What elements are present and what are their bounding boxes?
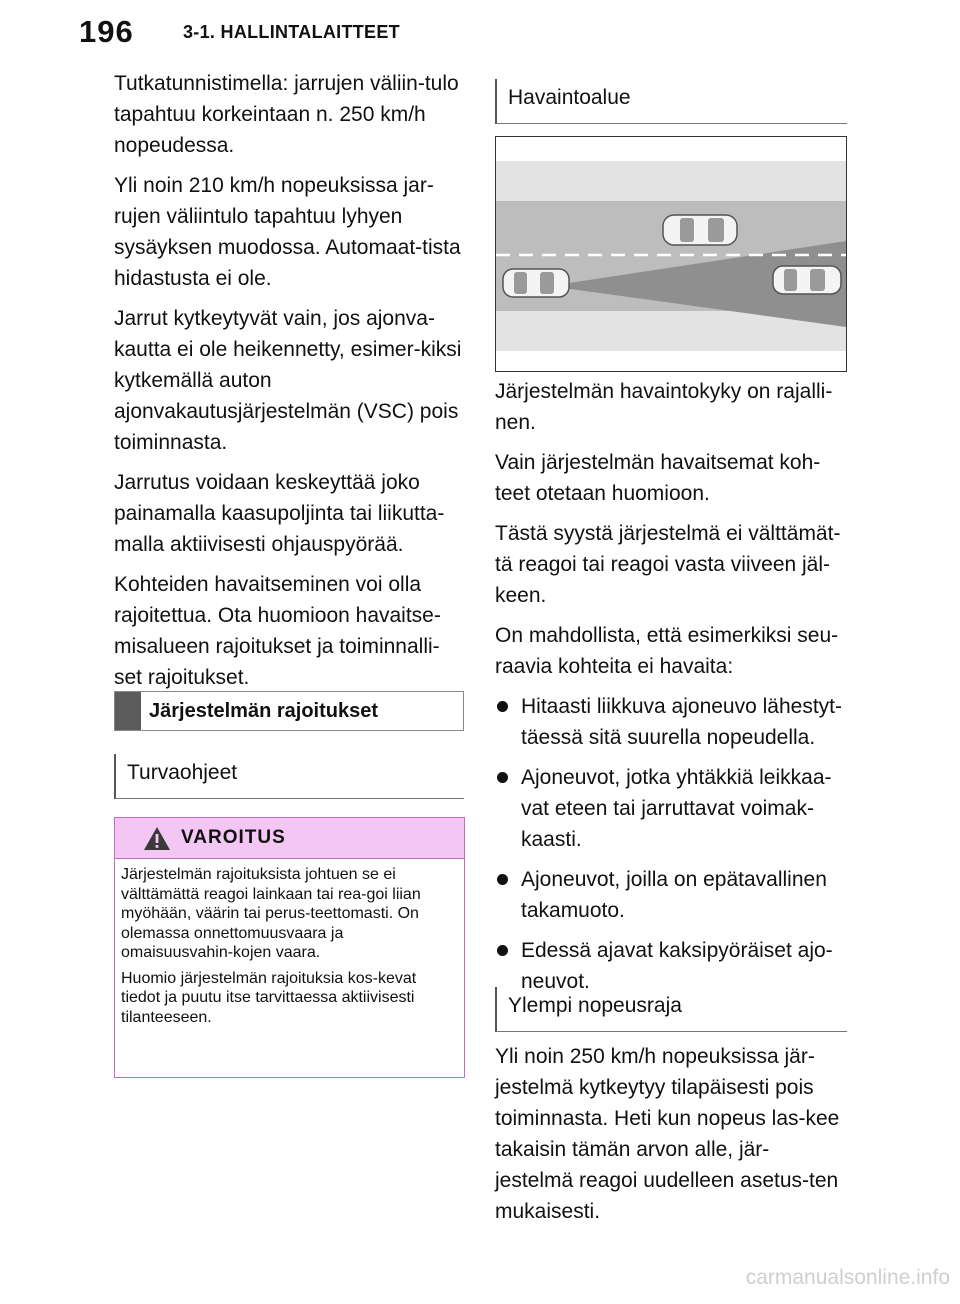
paragraph: Vain järjestelmän havaitsemat koh-teet otetaan huomioon. [495,451,821,505]
paragraph: Jarrut kytkeytyvät vain, jos ajonva-kautta ei ole heikennetty, esimer-kiksi kytkemällä auton ajonvakautusjärjestelmän (VSC) pois toiminnasta. [114,307,462,454]
warning-triangle-icon [143,826,171,851]
paragraph: Jarrutus voidaan keskeyttää joko painamalla kaasupoljinta tai liikutta-malla aktiivisesti ohjauspyörää. [114,471,445,556]
detection-subheading-text: Havaintoalue [508,86,631,109]
detection-subheading [495,79,847,124]
watermark: carmanualsonline.info [745,1266,950,1289]
right-column [495,376,847,1006]
warning-title: VAROITUS [181,827,286,848]
page-header [0,0,960,72]
limits-heading [114,691,464,731]
warning-paragraph: Järjestelmän rajoituksista johtuen se ei välttämättä reagoi lainkaan tai rea-goi liian myöhään, väärin tai perus-teettomasti. On olemassa onnettomuusvaara ja omaisuusvahin-kojen vaara. [121,866,421,961]
warning-content [115,859,464,1027]
paragraph: Kohteiden havaitseminen voi olla rajoitettua. Ota huomioon havaitse-misalueen rajoitukset ja toiminnalli-set rajoitukset. [114,573,441,689]
detection-area-diagram [495,136,847,372]
list-item-text: Ajoneuvot, joilla on epätavallinen takamuoto. [521,868,827,922]
section-title: 3-1. HALLINTALAITTEET [183,22,400,42]
paragraph: Yli noin 210 km/h nopeuksissa jar-rujen väliintulo tapahtuu lyhyen sysäyksen muodossa. Automaat-tista hidastusta ei ole. [114,174,461,290]
list-item [495,864,847,926]
undetected-list [495,691,847,997]
warning-box [114,817,465,1078]
car-ego-icon [503,269,569,297]
paragraph: Yli noin 250 km/h nopeuksissa jär-jestelmä kytkeytyy tilapäisesti pois toiminnasta. Heti kun nopeus las-kee takaisin tämän arvon alle, jär-jestelmä reagoi uudelleen asetus-ten mukaisesti. [495,1045,840,1223]
paragraph: On mahdollista, että esimerkiksi seu-raavia kohteita ei havaita: [495,624,839,678]
bullet-icon [497,701,508,712]
warning-header [115,818,464,859]
left-column [114,68,464,702]
bullet-icon [497,945,508,956]
car-front-icon [663,215,737,245]
paragraph: Tästä syystä järjestelmä ei välttämät-tä reagoi tai reagoi vasta viiveen jäl-keen. [495,522,841,607]
list-item [495,762,847,855]
heading-bar [115,692,141,730]
list-item-text: Hitaasti liikkuva ajoneuvo lähestyt-täessä sitä suurella nopeudella. [521,695,842,749]
safety-subheading [114,754,464,799]
speed-limit-section [495,1041,847,1236]
list-item [495,691,847,753]
bullet-icon [497,772,508,783]
paragraph: Järjestelmän havaintokyky on rajalli-nen. [495,380,833,434]
speed-limit-subheading-text: Ylempi nopeusraja [508,994,682,1017]
car-detected-icon [773,266,841,294]
list-item-text: Ajoneuvot, jotka yhtäkkiä leikkaa-vat eteen tai jarruttavat voimak-kaasti. [521,766,832,851]
list-item-text: Edessä ajavat kaksipyöräiset ajo-neuvot. [521,939,833,993]
limits-heading-text: Järjestelmän rajoitukset [149,700,378,722]
safety-subheading-text: Turvaohjeet [127,761,238,784]
paragraph: Tutkatunnistimella: jarrujen väliin-tulo tapahtuu korkeintaan n. 250 km/h nopeudessa. [114,72,459,157]
road-illustration [496,137,846,371]
warning-paragraph: Huomio järjestelmän rajoituksia kos-kevat tiedot ja puutu itse tarvittaessa aktiivisesti tilanteeseen. [121,969,417,1026]
bullet-icon [497,874,508,885]
page-number: 196 [79,14,134,49]
speed-limit-subheading [495,987,847,1032]
